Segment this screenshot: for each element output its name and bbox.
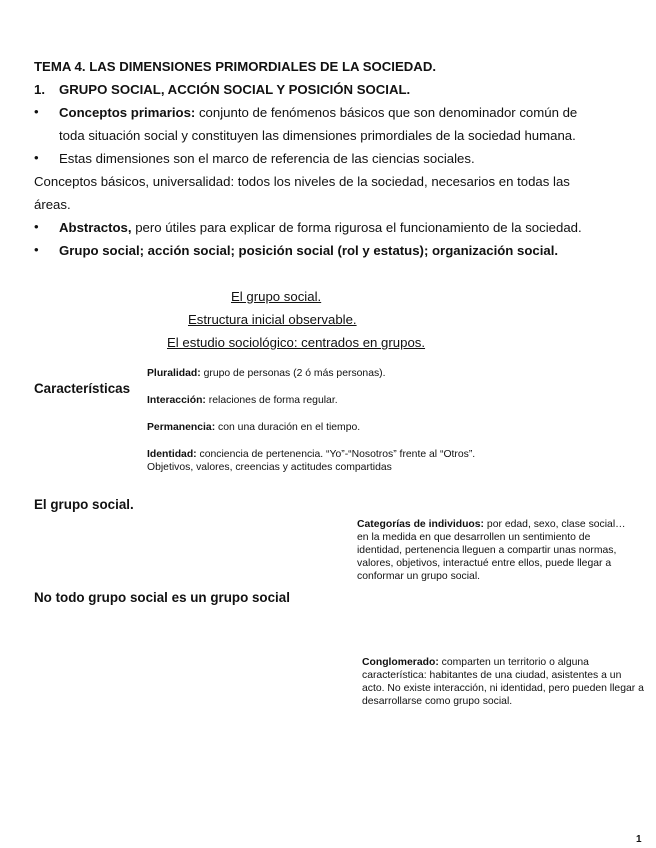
characteristic-pluralidad: [147, 367, 386, 380]
bullet-text: pero útiles para explicar de forma rigurosa el funcionamiento de la sociedad.: [131, 220, 582, 235]
characteristic-text: conciencia de pertenencia. “Yo”-“Nosotros” frente al “Otros”. Objetivos, valores, creencias y actitudes compartidas: [147, 449, 476, 473]
section-number: 1.: [34, 82, 45, 97]
section-heading: [34, 81, 411, 99]
conglomerado-block: [362, 656, 646, 708]
characteristic-identidad: [147, 448, 482, 474]
characteristic-text: con una duración en el tiempo.: [215, 422, 361, 433]
conglomerado-term: Conglomerado:: [362, 657, 439, 668]
bullet-marker: •: [34, 104, 39, 119]
page-number: 1: [636, 834, 642, 845]
categories-term: Categorías de individuos:: [357, 519, 485, 530]
center-line-grupo-social: El grupo social.: [231, 289, 322, 304]
not-every-heading: No todo grupo social es un grupo social: [34, 590, 290, 605]
characteristic-permanencia: [147, 421, 360, 434]
document-title: TEMA 4. LAS DIMENSIONES PRIMORDIALES DE LA SOCIEDAD.: [34, 59, 437, 74]
conglomerado-text: comparten un territorio o alguna característica: habitantes de una ciudad, asistentes a un acto. No existe interacción, ni identidad, pero pueden llegar a desarrollarse como grupo social.: [362, 657, 644, 707]
characteristic-term: Interacción:: [147, 395, 206, 406]
bullet-dimensiones: Estas dimensiones son el marco de referencia de las ciencias sociales.: [59, 151, 475, 166]
bullet-marker: •: [34, 150, 39, 165]
bullet-marker: •: [34, 219, 39, 234]
bullet-abstractos: [59, 219, 582, 237]
categories-block: [357, 518, 627, 583]
characteristic-text: relaciones de forma regular.: [205, 395, 338, 406]
characteristic-text: grupo de personas (2 ó más personas).: [200, 368, 386, 379]
group-heading: El grupo social.: [34, 497, 134, 512]
bullet-text: conjunto de fenómenos básicos que son denominador común de: [195, 105, 578, 120]
bullet-marker: •: [34, 242, 39, 257]
characteristic-term: Identidad:: [147, 449, 197, 460]
bullet-continuation: toda situación social y constituyen las dimensiones primordiales de la sociedad humana.: [59, 128, 576, 143]
characteristics-label: Características: [34, 381, 131, 396]
bullet-dimensiones-list: Grupo social; acción social; posición social (rol y estatus); organización social.: [59, 243, 559, 258]
section-title: GRUPO SOCIAL, ACCIÓN SOCIAL Y POSICIÓN SOCIAL.: [59, 82, 411, 97]
bullet-term: Abstractos,: [59, 220, 132, 235]
center-line-estudio: El estudio sociológico: centrados en grupos.: [167, 335, 426, 350]
characteristic-term: Permanencia:: [147, 422, 216, 433]
bullet-conceptos-primarios: [59, 104, 577, 122]
bullet-term: Conceptos primarios:: [59, 105, 196, 120]
categories-text: por edad, sexo, clase social… en la medida en que desarrollen un sentimiento de identidad, pertenencia lleguen a compartir unas normas, valores, objetivos, interactué entre ellos, puede llegar a conformar un grupo social.: [357, 519, 626, 582]
characteristic-interaccion: [147, 394, 338, 407]
paragraph-line: Conceptos básicos, universalidad: todos los niveles de la sociedad, necesarios en todas las: [34, 174, 570, 189]
characteristic-term: Pluralidad:: [147, 368, 201, 379]
center-line-estructura: Estructura inicial observable.: [188, 312, 357, 327]
paragraph-line: áreas.: [34, 197, 71, 212]
